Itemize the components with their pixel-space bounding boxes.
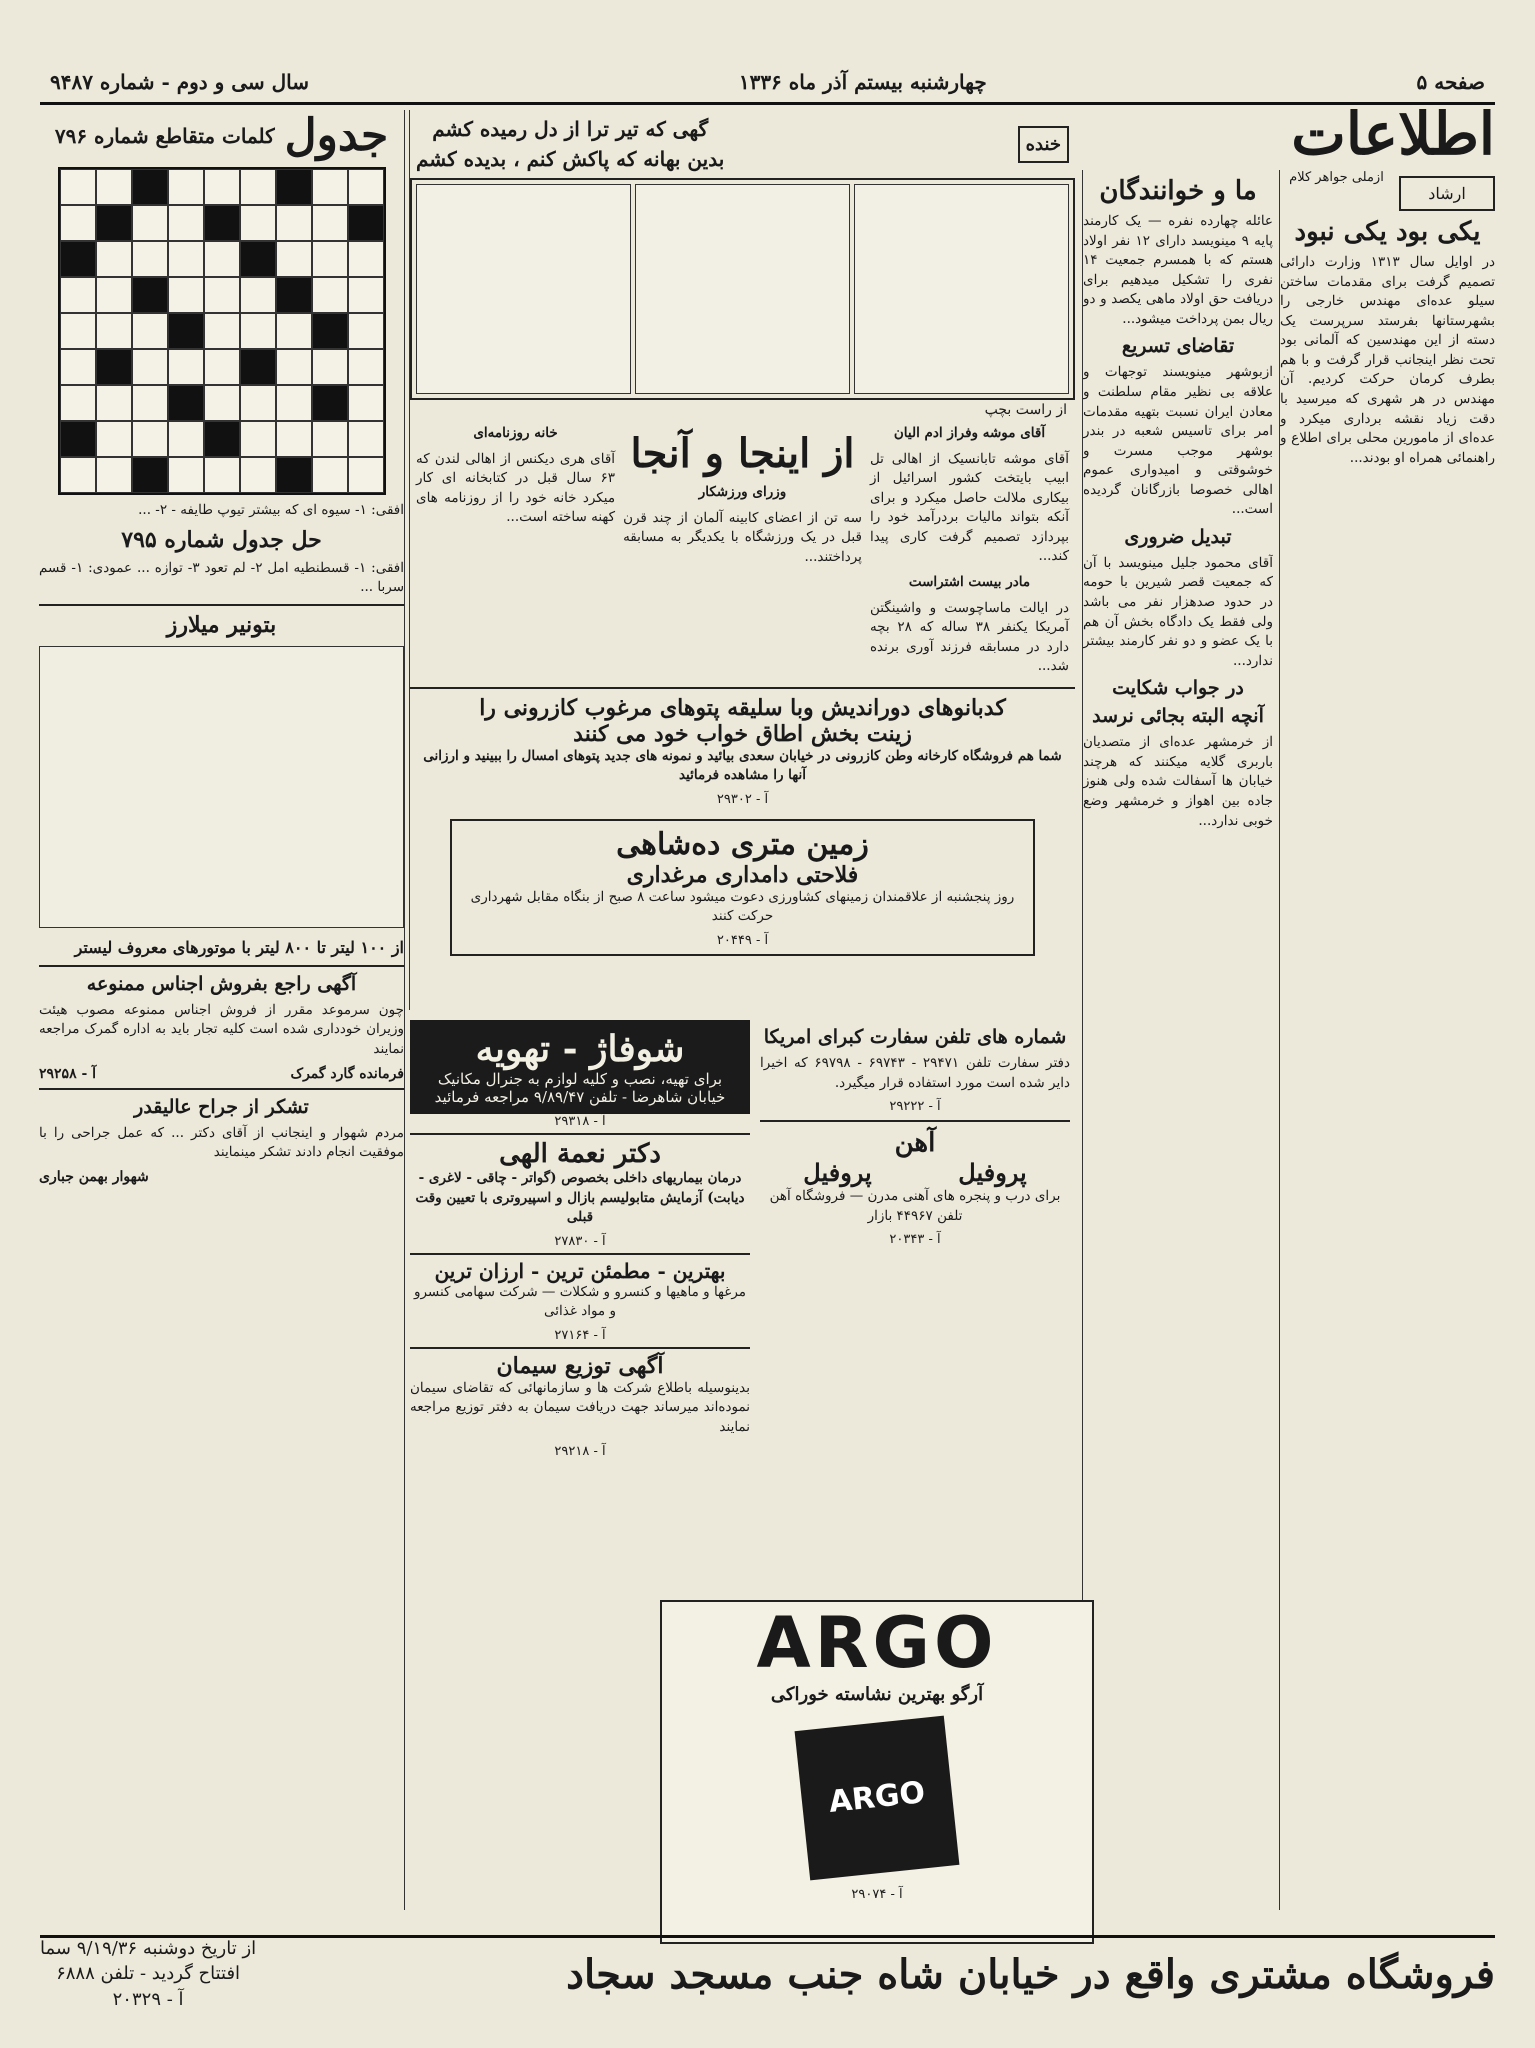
- chauffeur-ad-sub: برای تهیه، نصب و کلیه لوازم به جنرال مکانیک: [437, 1070, 723, 1088]
- crossword-clues: افقی: ۱- سیوه ای که بیشتر تیوپ طایفه - ۲- ...: [138, 502, 404, 518]
- cement-ad-body: بدینوسیله باطلاع شرکت ها و سازمانهائی که تقاضای سیمان نموده‌اند میرساند جهت دریافت سیمان به دفتر توزیع مراجعه نمایند: [410, 1379, 750, 1435]
- cartoon-panel: [416, 184, 631, 394]
- cartoon-caption-2: بدین بهانه که پاکش کنم ، بدیده کشم: [416, 147, 725, 171]
- footer-ad-code: آ - ۲۰۳۲۹: [112, 1988, 184, 2010]
- iron-ad-left: پروفیل: [803, 1158, 872, 1188]
- embassy-and-iron-ads: [760, 1020, 1070, 1247]
- customs-notice-body: چون سرموعد مقرر از فروش اجناس ممنوعه مصوب هیئت وزیران خودداری شده است کلیه تجار باید به اداره گمرک مراجعه نمایند: [39, 1001, 404, 1057]
- news-body-d: آقای هری دیکنس از اهالی لندن که ۶۳ سال قبل در کتابخانه ای کار میکرد خانه خود را از روزنامه های کهنه ساخته است...: [416, 450, 616, 526]
- embassy-phone-body: دفتر سفارت تلفن ۲۹۴۷۱ - ۶۹۷۴۳ - ۶۹۷۹۸ که اخیرا دایر شده است مورد استفاده قرار میگیرد.: [760, 1055, 1070, 1091]
- customs-notice-title: آگهی راجع بفروش اجناس ممنوعه: [39, 965, 404, 995]
- readers-body-1: عائله چهارده نفره — یک کارمند پایه ۹ مینویسد دارای ۱۲ نفر اولاد هستم که با همسرم جمعیت ۱۴ نفری را تشکیل میدهیم برای دریافت حق اولاد ماهی یکصد و دو ریال بمن پرداخت میشود...: [1083, 213, 1273, 327]
- issue-number: سال سی و دوم - شماره ۹۴۸۷: [50, 70, 310, 94]
- crossword-subtitle: کلمات متقاطع شماره ۷۹۶: [54, 123, 275, 148]
- column-readers: [1082, 170, 1273, 1910]
- readers-body-3: آقای محمود جلیل مینویسد با آن که جمعیت قصر شیرین با حومه در حدود صدهزار نفر می باشد ولی فقط یک دادگاه بخش آن هم با یک عضو و دو نفر کارمند بیشتر ندارد...: [1083, 554, 1273, 669]
- footer-ad: [40, 1935, 1495, 2010]
- column-editorial: [1279, 170, 1495, 1910]
- iron-ad-body: برای درب و پنجره های آهنی مدرن — فروشگاه آهن تلفن ۴۴۹۶۷ بازار: [769, 1188, 1061, 1224]
- readers-sub-4: آنچه البته بجائی نرسد: [1092, 705, 1264, 728]
- argo-package-logo: ARGO: [795, 1716, 960, 1881]
- readers-title: ما و خوانندگان: [1099, 176, 1257, 206]
- chauffeur-ad-title: شوفاژ - تهویه: [475, 1028, 685, 1070]
- readers-sub-3: در جواب شکایت: [1112, 677, 1244, 700]
- concrete-mixer-image: [39, 646, 404, 928]
- machine-ad-body: از ۱۰۰ لیتر تا ۸۰۰ لیتر با موتورهای معروف لیستر: [74, 937, 404, 957]
- food-ad-title: بهترین - مطمئن ترین - ارزان ترین: [434, 1258, 726, 1283]
- section-badge: ارشاد: [1399, 176, 1495, 211]
- newspaper-masthead: اطلاعات: [1291, 100, 1495, 168]
- land-ad-title: زمین متری ده‌شاهی: [616, 826, 869, 862]
- footer-ad-date: از تاریخ دوشنبه ۹/۱۹/۳۶ سما: [40, 1938, 257, 1960]
- doctor-ad-code: آ - ۲۷۸۳۰: [554, 1233, 606, 1249]
- thanks-title: تشکر از جراح عالیقدر: [39, 1088, 404, 1118]
- editorial-title: یکی بود یکی نبود: [1294, 217, 1481, 247]
- food-ad-code: آ - ۲۷۱۶۴: [554, 1327, 606, 1343]
- doctor-ad-body: درمان بیماریهای داخلی بخصوص (گواتر - چاقی - لاغری - دیابت) آزمایش متابولیسم بازال و اسپیروتری با تعیین وقت قبلی: [415, 1170, 745, 1226]
- carpet-ad-line-2: زینت بخش اطاق خواب خود می کنند: [573, 720, 912, 747]
- news-sub-d: خانه روزنامه‌ای: [473, 425, 558, 441]
- crossword-grid: [58, 167, 386, 495]
- news-body-a: آقای موشه تابانسیک از اهالی تل ابیب بایتخت کشور اسرائیل از بیکاری ملالت حاصل میکرد و برای آنکه بتواند مالیات بردرآمد خود را بپردازد تصمیم گرفت کاری پیدا کند...: [869, 450, 1069, 565]
- customs-notice-sign: فرمانده گارد گمرک: [290, 1065, 404, 1082]
- column-crossword: [39, 110, 405, 1910]
- argo-tagline: آرگو بهترین نشاسته خوراکی: [770, 1684, 984, 1705]
- cartoon-panel: [635, 184, 850, 394]
- argo-brand: ARGO: [756, 1602, 998, 1684]
- thanks-body: مردم شهوار و اینجانب از آقای دکتر ... که عمل جراحی را با موفقیت انجام دادند تشکر مینمایند: [39, 1124, 404, 1161]
- news-body-c: سه تن از اعضای کابینه آلمان از چند قرن قبل در یک ورزشگاه با یکدیگر به مسابقه پرداختند...: [623, 509, 862, 565]
- service-ads: [410, 1020, 750, 1459]
- footer-ad-phone: افتتاح گردید - تلفن ۶۸۸۸: [56, 1963, 241, 1985]
- readers-body-4: از خرمشهر عده‌ای از متصدیان باربری گلایه میکنند که هرچند خیابان ها آسفالت شده ولی هنوز جاده بین اهواز و خرمشهر وضع خوبی ندارد...: [1083, 734, 1273, 829]
- carpet-ad-line-3: شما هم فروشگاه کارخانه وطن کازرونی در خیابان سعدی بیائید و نمونه های جدید پتوهای امسال را ببینید و ارزانی آنها را مشاهده فرمائید: [423, 747, 1062, 784]
- editorial-subtitle: ازملی جواهر کلام: [1289, 170, 1384, 185]
- readers-sub-2: تبدیل ضروری: [1124, 525, 1232, 548]
- chauffeur-ad: [410, 1020, 750, 1114]
- news-sub-a: آقای موشه وفراز ادم الیان: [893, 425, 1046, 441]
- chauffeur-ad-address: خیابان شاهرضا - تلفن ۹/۸۹/۴۷ مراجعه فرمائید: [434, 1088, 726, 1106]
- cement-ad-title: آگهی توزیع سیمان: [496, 1352, 664, 1379]
- column-center: [409, 110, 1075, 1010]
- carpet-ad-code: آ - ۲۹۳۰۲: [716, 791, 769, 807]
- solution-title: حل جدول شماره ۷۹۵: [121, 526, 322, 553]
- land-ad-body: روز پنجشنبه از علاقمندان زمینهای کشاورزی دعوت میشود ساعت ۸ صبح از بنگاه مقابل شهرداری حرکت کنند: [470, 888, 1015, 925]
- machine-ad-title: بتونیر میلارز: [39, 604, 404, 638]
- chauffeur-ad-code: آ - ۲۹۳۱۸: [554, 1114, 606, 1129]
- argo-ad-code: آ - ۲۹۰۷۴: [851, 1887, 903, 1902]
- cartoon-strip: [410, 178, 1075, 400]
- iron-ad-title: آهن: [894, 1128, 936, 1159]
- embassy-phone-title: شماره های تلفن سفارت کبرای امریکا: [763, 1026, 1067, 1048]
- thanks-sign: شهوار بهمن جباری: [39, 1168, 149, 1185]
- customs-notice-code: آ - ۲۹۲۵۸: [39, 1065, 97, 1082]
- news-section-title: از اینجا و آنجا: [630, 430, 855, 477]
- readers-sub-1: تقاضای تسریع: [1121, 335, 1235, 358]
- land-ad-subtitle: فلاحتی دامداری مرغداری: [626, 861, 859, 888]
- iron-ad-right: پروفیل: [958, 1158, 1027, 1188]
- iron-ad-code: آ - ۲۰۳۴۳: [889, 1232, 941, 1248]
- page-header: [40, 62, 1495, 105]
- doctor-ad-title: دکتر نعمة الهی: [499, 1139, 661, 1169]
- footer-ad-main: فروشگاه مشتری واقع در خیابان شاه جنب مسجد سجاد: [566, 1950, 1495, 1998]
- cartoon-direction-note: از راست بچپ: [984, 402, 1067, 418]
- news-sub-c: وزرای ورزشکار: [698, 484, 787, 500]
- solution-body: افقی: ۱- قسطنطیه امل ۲- لم تعود ۳- توازه ... عمودی: ۱- قسم سربا ...: [39, 559, 405, 596]
- news-body-b: در ایالت ماساچوست و واشینگتن آمریکا یکنفر ۳۸ ساله که ۲۸ بچه دارد در مسابقه فرزند آوری برنده شد...: [869, 599, 1069, 675]
- page-date: چهارشنبه بیستم آذر ماه ۱۳۳۶: [738, 70, 987, 94]
- page-number: صفحه ۵: [1416, 70, 1485, 94]
- readers-body-2: ازبوشهر مینویسند توجهات و علاقه بی نظیر مقام سلطنت و معادن ایران نسبت بتهیه مقدمات امر برای تاسیس شعبه در بندر بوشهر موجب مسرت و خوشوقتی و امیدواری عموم اهالی خصوصا بازرگانان گردیده است...: [1083, 364, 1273, 518]
- embassy-phone-code: آ - ۲۹۲۲۲: [889, 1099, 941, 1115]
- carpet-ad-line-1: کدبانوهای دوراندیش وبا سلیقه پتوهای مرغوب کازرونی را: [479, 694, 1006, 721]
- food-ad-body: مرغها و ماهیها و کنسرو و شکلات — شرکت سهامی کنسرو و مواد غذائی: [413, 1283, 747, 1320]
- editorial-body: در اوایل سال ۱۳۱۳ وزارت دارائی تصمیم گرفت برای مقدمات ساختن سیلو عده‌ای مهندس خارجی را بشهرستانها بفرستد سرپرست یک دسته از این مهندسین که آلمانی بود تحت نظر اینجانب قرار گرفت و با هم بطرف کرمان حرکت کردیم. آن مهندس در هر شهری که میرسید با دقت زیاد نقشه برداری میکرد و عده‌ای از مامورین محلی برای اطلاع و راهنمائی همراه او بودند...: [1280, 254, 1495, 466]
- cartoon-caption-1: گهی که تیر ترا از دل رمیده کشم: [432, 117, 709, 141]
- land-ad: [450, 819, 1035, 956]
- cartoon-label: خنده: [1018, 126, 1069, 163]
- cement-ad-code: آ - ۲۹۲۱۸: [554, 1443, 606, 1459]
- cartoon-panel: [854, 184, 1069, 394]
- land-ad-code: آ - ۲۰۴۴۹: [716, 933, 769, 948]
- news-sub-b: مادر بیست اشتراست: [908, 573, 1031, 590]
- crossword-title: جدول: [284, 110, 389, 161]
- argo-ad: [660, 1600, 1094, 1944]
